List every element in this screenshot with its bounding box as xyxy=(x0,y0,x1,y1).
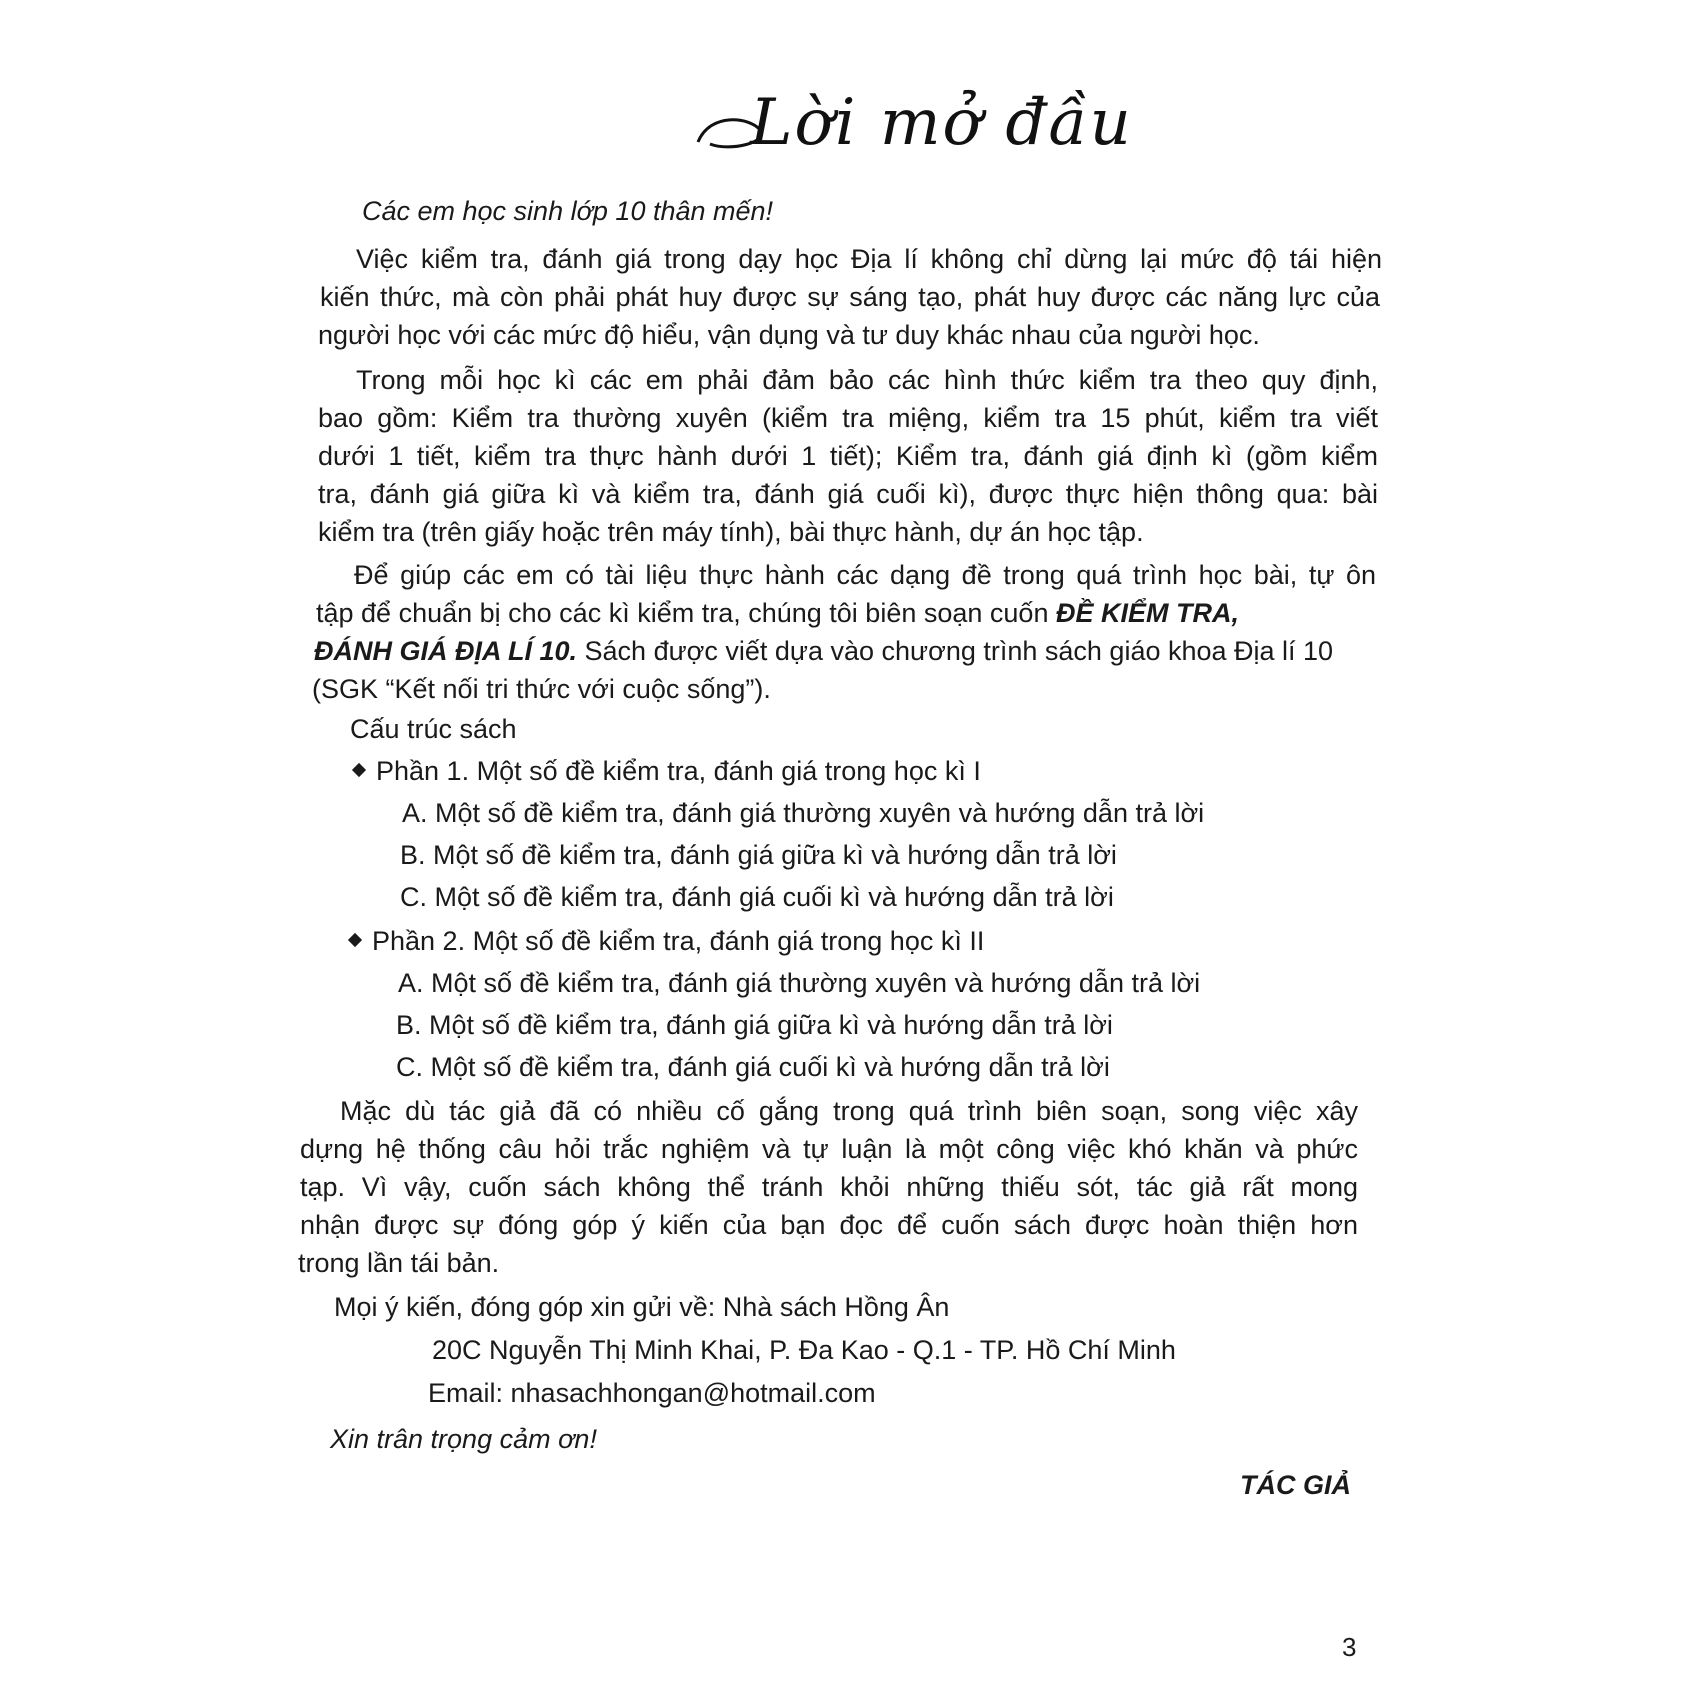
part2-item: A. Một số đề kiểm tra, đánh giá thường xuyên và hướng dẫn trả lời xyxy=(398,968,1201,998)
diamond-bullet-icon xyxy=(348,933,362,947)
author-signature: TÁC GIẢ xyxy=(1240,1470,1351,1500)
book-title-part1: ĐỀ KIỂM TRA, xyxy=(1055,598,1239,628)
para1-line: người học với các mức độ hiểu, vận dụng và tư duy khác nhau của người học. xyxy=(318,320,1260,350)
diamond-bullet-icon xyxy=(352,763,366,777)
thanks: Xin trân trọng cảm ơn! xyxy=(330,1424,597,1454)
para3-text: tập để chuẩn bị cho các kì kiểm tra, chúng tôi biên soạn cuốn xyxy=(316,598,1056,628)
para4-line: dựng hệ thống câu hỏi trắc nghiệm và tự luận là một công việc khó khăn và phức xyxy=(300,1134,1358,1164)
part1-label xyxy=(354,754,981,788)
contact-address: 20C Nguyễn Thị Minh Khai, P. Đa Kao - Q.1 - TP. Hồ Chí Minh xyxy=(432,1335,1176,1365)
contact-line: Mọi ý kiến, đóng góp xin gửi về: Nhà sách Hồng Ân xyxy=(334,1292,950,1322)
para2-line: tra, đánh giá giữa kì và kiểm tra, đánh giá cuối kì), được thực hiện thông qua: bài xyxy=(318,479,1378,509)
para3-line: (SGK “Kết nối tri thức với cuộc sống”). xyxy=(312,674,771,704)
para3-line xyxy=(316,596,1239,630)
page-title xyxy=(690,72,1133,172)
para1-line: kiến thức, mà còn phải phát huy được sự sáng tạo, phát huy được các năng lực của xyxy=(320,282,1380,312)
greeting: Các em học sinh lớp 10 thân mến! xyxy=(362,196,774,226)
part2-item: B. Một số đề kiểm tra, đánh giá giữa kì và hướng dẫn trả lời xyxy=(396,1010,1113,1040)
para3-line: Để giúp các em có tài liệu thực hành các dạng đề trong quá trình học bài, tự ôn xyxy=(354,560,1376,590)
para3-text: Sách được viết dựa vào chương trình sách giáo khoa Địa lí 10 xyxy=(577,636,1334,666)
part1-item: A. Một số đề kiểm tra, đánh giá thường xuyên và hướng dẫn trả lời xyxy=(402,798,1205,828)
para2-line: Trong mỗi học kì các em phải đảm bảo các hình thức kiểm tra theo quy định, xyxy=(356,365,1378,395)
para2-line: kiểm tra (trên giấy hoặc trên máy tính), bài thực hành, dự án học tập. xyxy=(318,517,1144,547)
page-title-text: Lời mở đầu xyxy=(750,86,1133,160)
part2-item: C. Một số đề kiểm tra, đánh giá cuối kì và hướng dẫn trả lời xyxy=(396,1052,1110,1082)
para4-line: Mặc dù tác giả đã có nhiều cố gắng trong quá trình biên soạn, song việc xây xyxy=(340,1096,1358,1126)
part1-label-text: Phần 1. Một số đề kiểm tra, đánh giá trong học kì I xyxy=(376,756,981,786)
para4-line: tạp. Vì vậy, cuốn sách không thể tránh khỏi những thiếu sót, tác giả rất mong xyxy=(300,1172,1358,1202)
part1-item: C. Một số đề kiểm tra, đánh giá cuối kì và hướng dẫn trả lời xyxy=(400,882,1114,912)
part2-label xyxy=(350,924,984,958)
page-number: 3 xyxy=(1342,1632,1357,1662)
book-title-part2: ĐÁNH GIÁ ĐỊA LÍ 10. xyxy=(314,636,578,666)
para2-line: bao gồm: Kiểm tra thường xuyên (kiểm tra miệng, kiểm tra 15 phút, kiểm tra viết xyxy=(318,403,1378,433)
part2-label-text: Phần 2. Một số đề kiểm tra, đánh giá trong học kì II xyxy=(372,926,985,956)
para3-line xyxy=(314,634,1333,668)
para1-line: Việc kiểm tra, đánh giá trong dạy học Địa lí không chỉ dừng lại mức độ tái hiện xyxy=(356,244,1382,274)
structure-heading: Cấu trúc sách xyxy=(350,714,517,744)
para2-line: dưới 1 tiết, kiểm tra thực hành dưới 1 tiết); Kiểm tra, đánh giá định kì (gồm kiểm xyxy=(318,441,1378,471)
part1-item: B. Một số đề kiểm tra, đánh giá giữa kì và hướng dẫn trả lời xyxy=(400,840,1117,870)
contact-email: Email: nhasachhongan@hotmail.com xyxy=(428,1378,876,1408)
para4-line: nhận được sự đóng góp ý kiến của bạn đọc để cuốn sách được hoàn thiện hơn xyxy=(300,1210,1358,1240)
para4-line: trong lần tái bản. xyxy=(298,1248,500,1278)
